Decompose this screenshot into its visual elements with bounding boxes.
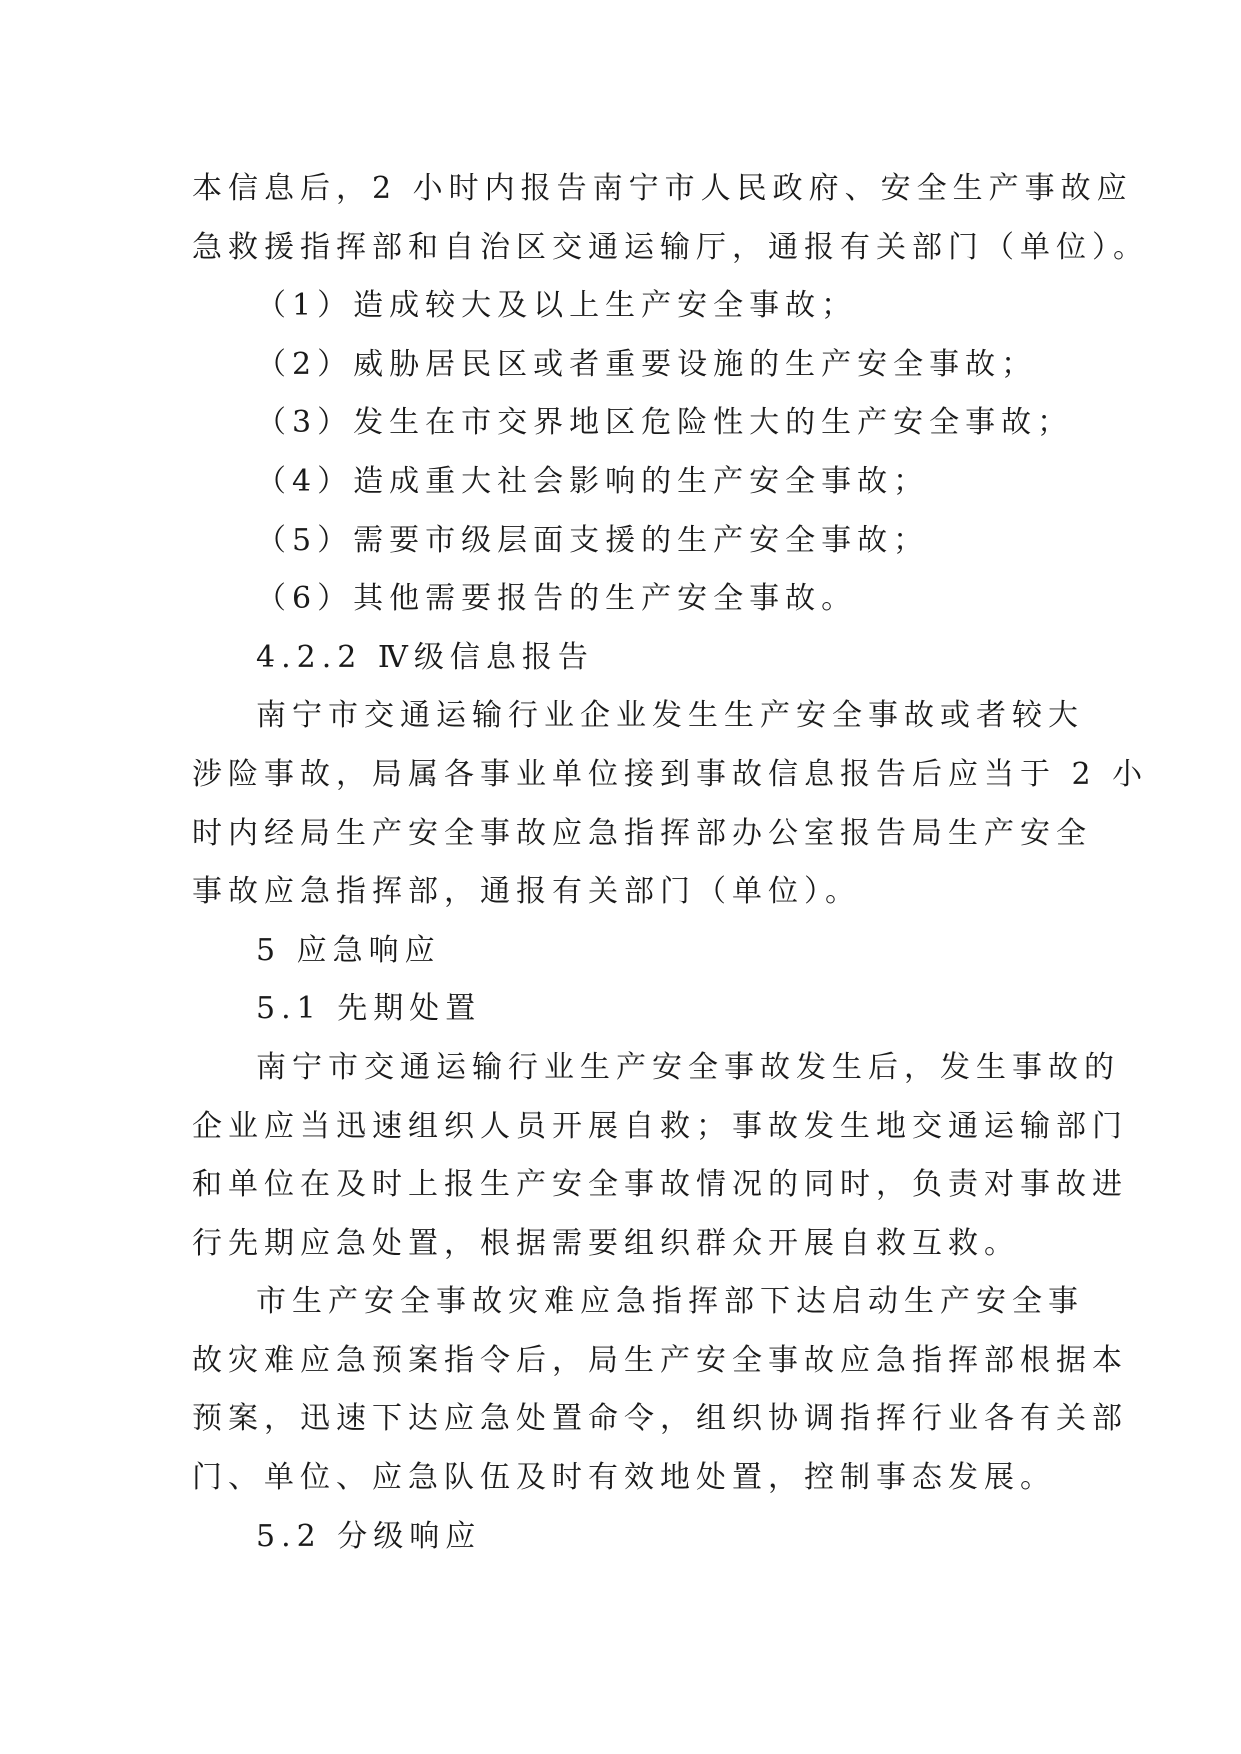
text-line: 时内经局生产安全事故应急指挥部办公室报告局生产安全: [192, 815, 1092, 851]
document-body: [192, 160, 1149, 1566]
text-line: 急救援指挥部和自治区交通运输厅，通报有关部门（单位）。: [192, 229, 1149, 265]
text-line: （3）发生在市交界地区危险性大的生产安全事故；: [256, 405, 1074, 441]
text-line: 企业应当迅速组织人员开展自救；事故发生地交通运输部门: [192, 1108, 1128, 1144]
text-line: 事故应急指挥部，通报有关部门（单位）。: [192, 874, 861, 910]
text-line: 5 应急响应: [256, 932, 441, 968]
text-line: 行先期应急处置，根据需要组织群众开展自救互救。: [192, 1225, 1020, 1261]
text-line: （6）其他需要报告的生产安全事故。: [256, 581, 858, 617]
text-line: （1）造成较大及以上生产安全事故；: [256, 288, 858, 324]
text-line: 5.1 先期处置: [256, 991, 482, 1027]
text-line: 本信息后，2 小时内报告南宁市人民政府、安全生产事故应: [192, 171, 1133, 206]
text-line: 预案，迅速下达应急处置命令，组织协调指挥行业各有关部: [192, 1401, 1128, 1437]
text-line: 市生产安全事故灾难应急指挥部下达启动生产安全事: [256, 1284, 1084, 1320]
text-line: 5.2 分级响应: [256, 1518, 482, 1554]
text-line: 门、单位、应急队伍及时有效地处置，控制事态发展。: [192, 1460, 1056, 1496]
text-line: 南宁市交通运输行业生产安全事故发生后，发生事故的: [256, 1049, 1120, 1085]
text-line: （2）威胁居民区或者重要设施的生产安全事故；: [256, 346, 1038, 382]
text-line: 4.2.2 Ⅳ级信息报告: [256, 639, 594, 675]
text-line: 和单位在及时上报生产安全事故情况的同时，负责对事故进: [192, 1167, 1128, 1203]
text-line: （5）需要市级层面支援的生产安全事故；: [256, 522, 930, 558]
text-line: （4）造成重大社会影响的生产安全事故；: [256, 463, 930, 499]
text-line: 南宁市交通运输行业企业发生生产安全事故或者较大: [256, 698, 1084, 734]
text-line: 故灾难应急预案指令后，局生产安全事故应急指挥部根据本: [192, 1342, 1128, 1378]
text-line: 涉险事故，局属各事业单位接到事故信息报告后应当于 2 小: [192, 756, 1149, 792]
